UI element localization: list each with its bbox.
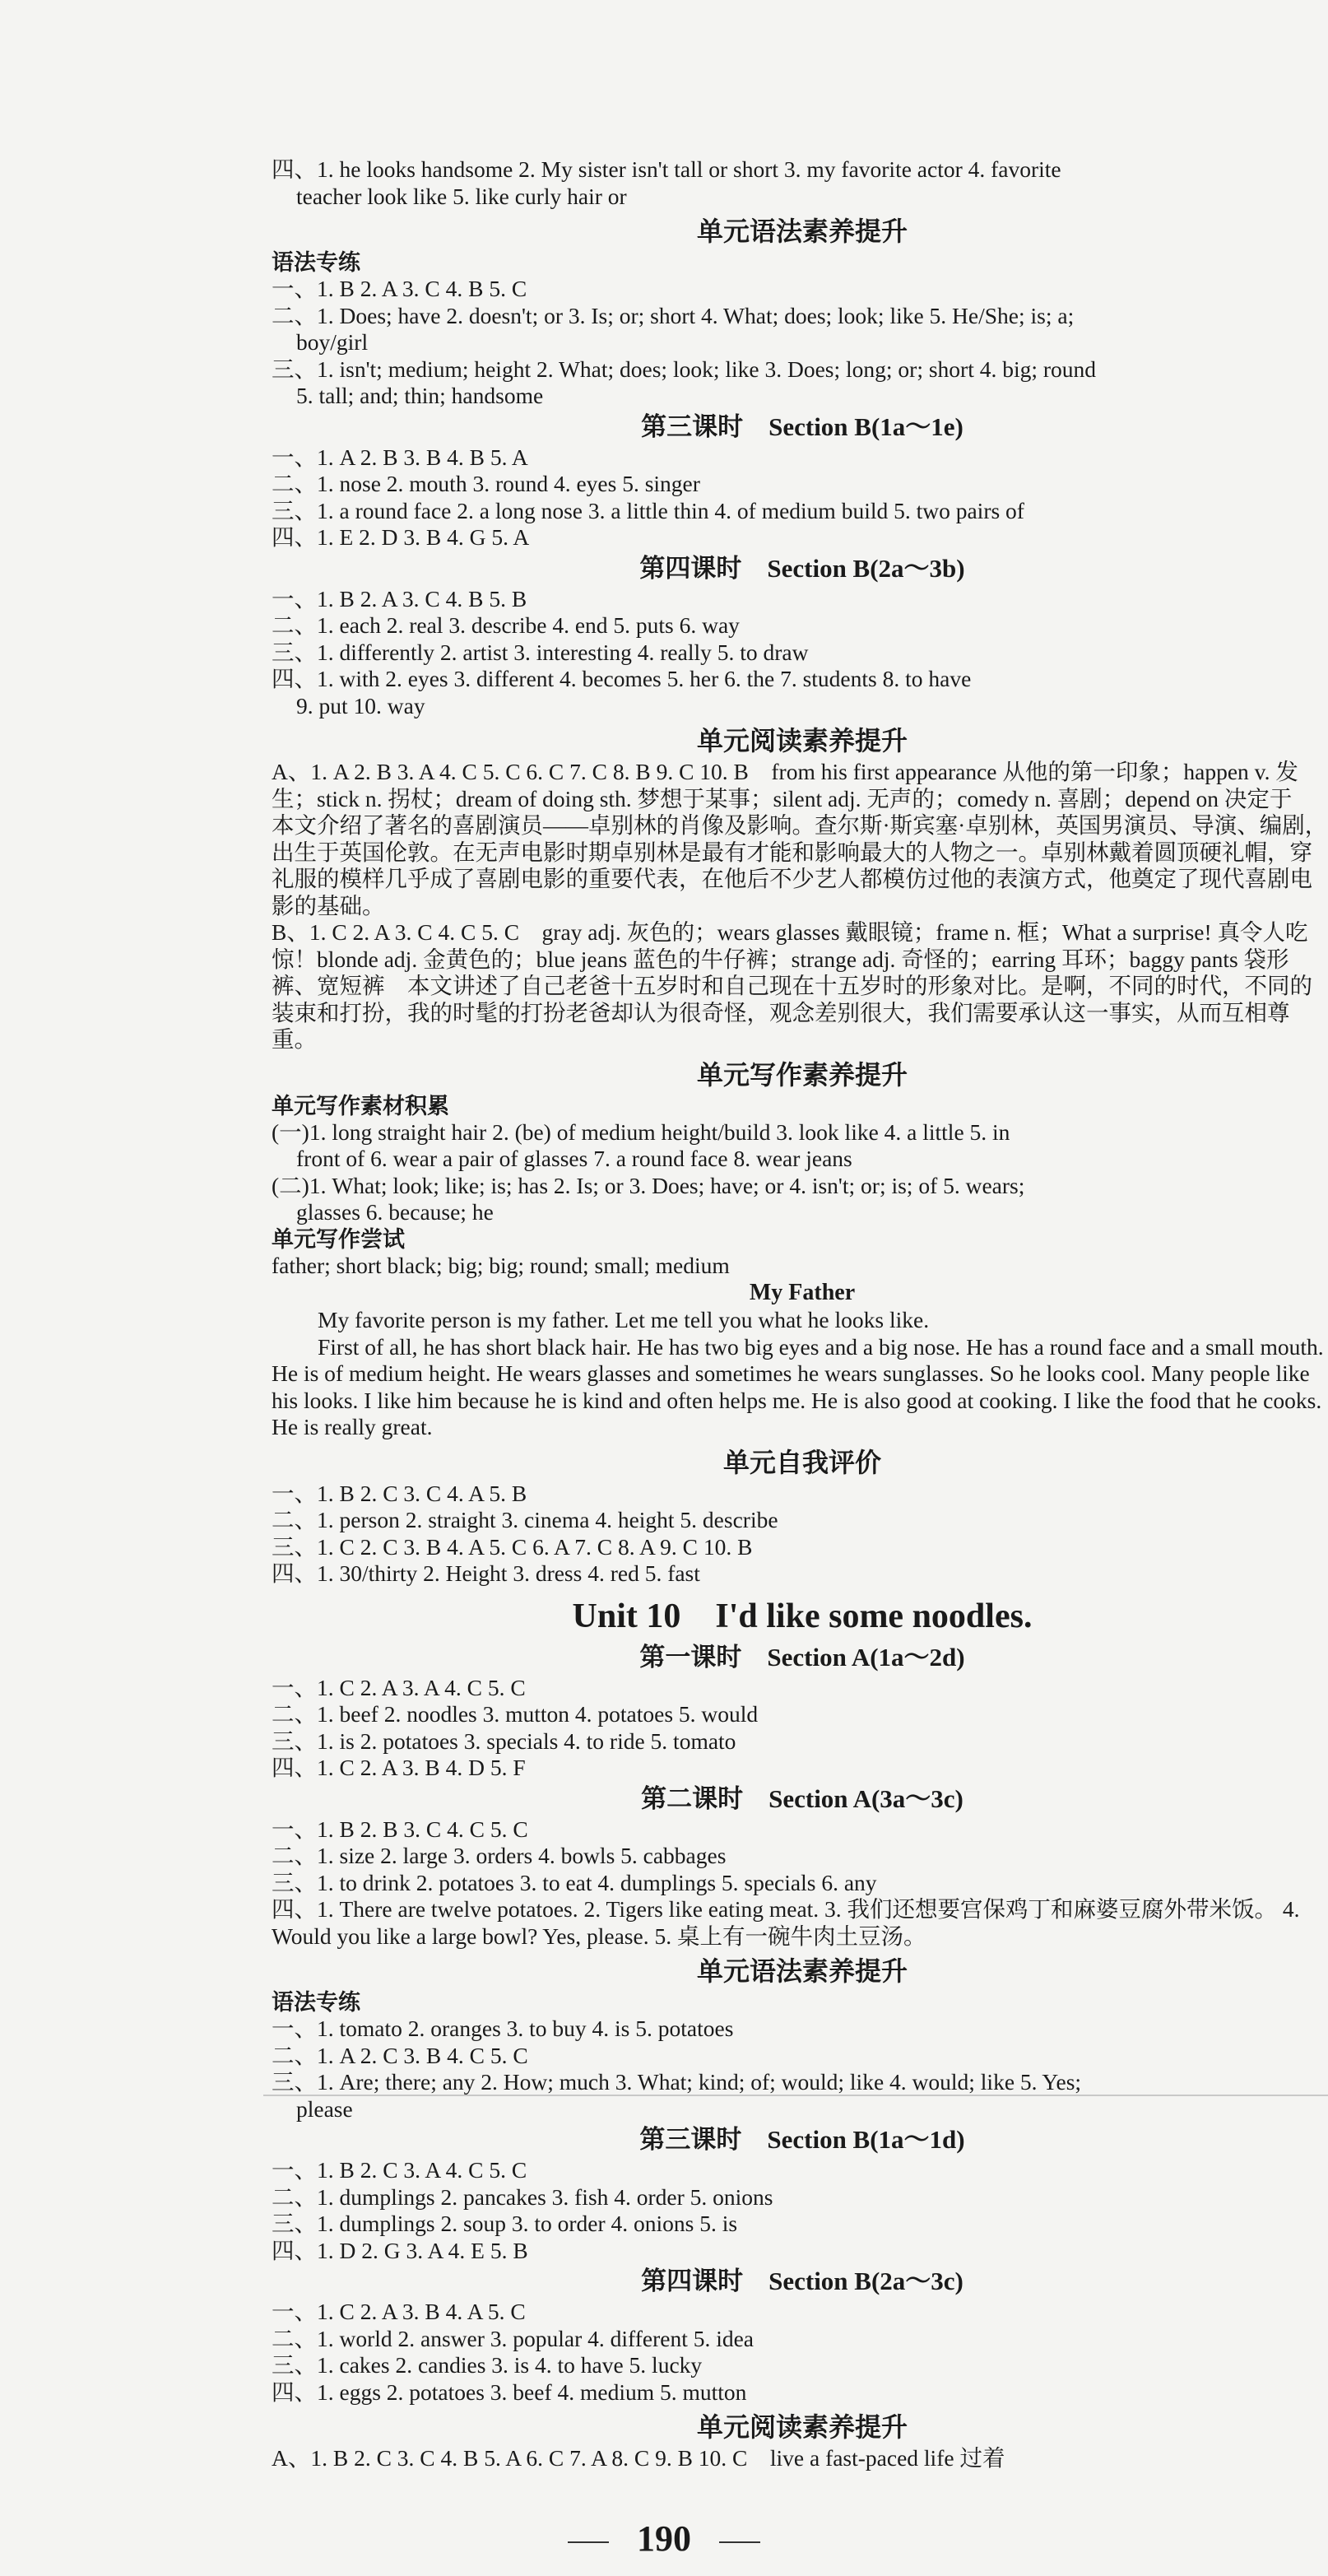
answer-line: 二、1. world 2. answer 3. popular 4. different 5. idea bbox=[272, 2325, 755, 2351]
label-writing-material: 单元写作素材积累 bbox=[272, 1093, 449, 1118]
lesson-heading: 第三课时 Section B(1a～1d) bbox=[639, 2125, 965, 2154]
answer-line: 四、1. with 2. eyes 3. different 4. becomes 5. her 6. the 7. students 8. to have bbox=[272, 666, 972, 691]
lesson-heading: 第四课时 Section B(2a～3c) bbox=[641, 2267, 963, 2295]
answer-line: 二、1. A 2. C 3. B 4. C 5. C bbox=[272, 2042, 528, 2068]
section-heading-grammar: 单元语法素养提升 bbox=[696, 1956, 908, 1986]
lesson-heading: 第一课时 Section A(1a～2d) bbox=[639, 1642, 965, 1672]
answer-line: 四、1. C 2. A 3. B 4. D 5. F bbox=[272, 1755, 526, 1780]
answer-line: 二、1. each 2. real 3. describe 4. end 5. puts 6. way bbox=[272, 612, 740, 638]
answer-line: father; short black; big; big; round; small; medium bbox=[272, 1252, 730, 1278]
lesson-heading: 第四课时 Section B(2a～3b) bbox=[639, 553, 965, 583]
answer-line: 一、1. A 2. B 3. B 4. B 5. A bbox=[272, 444, 528, 470]
answer-line: 三、1. differently 2. artist 3. interesting 4. really 5. to draw bbox=[272, 639, 809, 665]
lesson-heading: 第二课时 Section A(3a～3c) bbox=[641, 1783, 963, 1813]
answer-line: 二、1. beef 2. noodles 3. mutton 4. potatoes 5. would bbox=[272, 1701, 759, 1727]
answer-content bbox=[272, 156, 1328, 2472]
answer-line: 四、1. eggs 2. potatoes 3. beef 4. medium 5. mutton bbox=[272, 2378, 747, 2405]
answer-line: 四、1. E 2. D 3. B 4. G 5. A bbox=[272, 524, 530, 550]
answer-line: 四、1. he looks handsome 2. My sister isn't tall or short 3. my favorite actor 4. favorite bbox=[272, 156, 1061, 182]
lesson-heading: 第三课时 Section B(1a～1e) bbox=[641, 412, 963, 441]
section-heading-self-eval: 单元自我评价 bbox=[722, 1447, 881, 1477]
answer-line: 三、1. C 2. C 3. B 4. A 5. C 6. A 7. C 8. A 9. C 10. B bbox=[272, 1533, 753, 1560]
answer-line: 一、1. B 2. A 3. C 4. B 5. B bbox=[272, 585, 527, 611]
page-number: 190 bbox=[637, 2518, 691, 2559]
answer-line: 二、1. size 2. large 3. orders 4. bowls 5. cabbages bbox=[272, 1843, 727, 1868]
section-heading-reading: 单元阅读素养提升 bbox=[696, 726, 908, 756]
answer-line: 三、1. dumplings 2. soup 3. to order 4. onions 5. is bbox=[272, 2211, 738, 2236]
label-grammar-drill: 语法专练 bbox=[272, 1990, 360, 2015]
section-heading-reading: 单元阅读素养提升 bbox=[696, 2412, 908, 2442]
reading-answer-b: B、1. C 2. A 3. C 4. C 5. C gray adj. 灰色的；wears glasses 戴眼镜；frame n. 框；What a surprise! 真令人吃惊！blonde adj. 金黄色的；blue jeans 蓝色的牛仔裤；strange adj. 奇怪的；earring 耳环；baggy pants 袋形裤、宽短裤 本文讲述了自己老爸十五岁时和自己现在十五岁时的形象对比。是啊，不同的时代，不同的装束和打扮，我的时髦的打扮老爸却认为很奇怪，观念差别很大，我们需要承认这一事实，从而互相尊重。 bbox=[272, 919, 1312, 1052]
answer-line: 三、1. isn't; medium; height 2. What; does; look; like 3. Does; long; or; short 4. big; round bbox=[272, 356, 1097, 382]
essay-paragraph: First of all, he has short black hair. He has two big eyes and a big nose. He has a round face and a small mouth. He is of medium height. He wears glasses and sometimes he wears sunglasses. So he looks cool. Many people like his looks. I like him because he is kind and often helps me. He is also good at cooking. I like the food that he cooks. He is really great. bbox=[272, 1333, 1324, 1439]
answer-line: 二、1. Does; have 2. doesn't; or 3. Is; or; short 4. What; does; look; like 5. He/She; is; a; bbox=[272, 302, 1075, 328]
answer-line: 9. put 10. way bbox=[296, 692, 425, 718]
answer-line: 二、1. dumplings 2. pancakes 3. fish 4. order 5. onions bbox=[272, 2183, 773, 2210]
reading-answer-a: A、1. A 2. B 3. A 4. C 5. C 6. C 7. C 8. B 9. C 10. B from his first appearance 从他的第一印象；happen v. 发生；stick n. 拐杖；dream of doing sth. 梦想于某事；silent adj. 无声的；comedy n. 喜剧；depend on 决定于 本文介绍了著名的喜剧演员——卓别林的肖像及影响。查尔斯·斯宾塞·卓别林，英国男演员、导演、编剧，出生于英国伦敦。在无声电影时期卓别林是最有才能和影响最大的人物之一。卓别林戴着圆顶硬礼帽，穿礼服的模样几乎成了喜剧电影的重要代表，在他后不少艺人都模仿过他的表演方式，他奠定了现代喜剧电影的基础。 bbox=[272, 759, 1328, 918]
label-writing-try: 单元写作尝试 bbox=[272, 1226, 405, 1252]
footer-rule bbox=[719, 2541, 760, 2543]
answer-line: 一、1. B 2. B 3. C 4. C 5. C bbox=[272, 1816, 528, 1842]
answer-line: 一、1. B 2. C 3. A 4. C 5. C bbox=[272, 2157, 527, 2183]
section-heading-grammar: 单元语法素养提升 bbox=[696, 216, 908, 246]
answer-line: 二、1. nose 2. mouth 3. round 4. eyes 5. singer bbox=[272, 471, 700, 496]
answer-line: 一、1. C 2. A 3. B 4. A 5. C bbox=[272, 2299, 526, 2324]
essay-paragraph: My favorite person is my father. Let me tell you what he looks like. bbox=[318, 1307, 930, 1332]
answer-line: 三、1. cakes 2. candies 3. is 4. to have 5. lucky bbox=[272, 2352, 703, 2378]
answer-line: 四、1. 30/thirty 2. Height 3. dress 4. red 5. fast bbox=[272, 1560, 700, 1586]
answer-line: teacher look like 5. like curly hair or bbox=[296, 183, 627, 209]
answer-line: please bbox=[296, 2095, 353, 2122]
answer-line: (二)1. What; look; like; is; has 2. Is; or 3. Does; have; or 4. isn't; or; is; of 5. wears; bbox=[272, 1172, 1025, 1198]
answer-line: boy/girl bbox=[296, 329, 369, 355]
label-grammar-drill: 语法专练 bbox=[272, 250, 360, 275]
footer-rule bbox=[568, 2541, 609, 2543]
section-heading-writing: 单元写作素养提升 bbox=[696, 1059, 908, 1090]
answer-line: glasses 6. because; he bbox=[296, 1199, 494, 1225]
page-footer bbox=[0, 2517, 1328, 2561]
answer-line: 三、1. is 2. potatoes 3. specials 4. to ride 5. tomato bbox=[272, 1727, 736, 1754]
answer-line: A、1. B 2. C 3. C 4. B 5. A 6. C 7. A 8. C 9. B 10. C live a fast-paced life 过着 bbox=[272, 2445, 1005, 2471]
essay-title: My Father bbox=[749, 1280, 856, 1305]
answer-line: 二、1. person 2. straight 3. cinema 4. height 5. describe bbox=[272, 1507, 778, 1532]
answer-line: 一、1. C 2. A 3. A 4. C 5. C bbox=[272, 1674, 526, 1700]
answer-line: front of 6. wear a pair of glasses 7. a round face 8. wear jeans bbox=[296, 1146, 852, 1171]
answer-line: 一、1. B 2. A 3. C 4. B 5. C bbox=[272, 276, 527, 301]
answer-line: 一、1. B 2. C 3. C 4. A 5. B bbox=[272, 1480, 527, 1506]
answer-paragraph: 四、1. There are twelve potatoes. 2. Tigers like eating meat. 3. 我们还想要宫保鸡丁和麻婆豆腐外带米饭。 4. Would you like a large bowl? Yes, please. 5. 桌上有一碗牛肉土豆汤。 bbox=[272, 1896, 1300, 1949]
unit-title: Unit 10 I'd like some noodles. bbox=[572, 1597, 1033, 1635]
answer-line: 三、1. a round face 2. a long nose 3. a little thin 4. of medium build 5. two pairs of bbox=[272, 497, 1024, 523]
answer-line: 四、1. D 2. G 3. A 4. E 5. B bbox=[272, 2237, 528, 2263]
answer-line: 5. tall; and; thin; handsome bbox=[296, 383, 544, 408]
answer-line: 一、1. tomato 2. oranges 3. to buy 4. is 5. potatoes bbox=[272, 2016, 734, 2041]
answer-line: 三、1. to drink 2. potatoes 3. to eat 4. dumplings 5. specials 6. any bbox=[272, 1869, 877, 1895]
answer-line: (一)1. long straight hair 2. (be) of medium height/build 3. look like 4. a little 5. in bbox=[272, 1118, 1010, 1145]
answer-line: 三、1. Are; there; any 2. How; much 3. What; kind; of; would; like 4. would; like 5. Yes; bbox=[272, 2069, 1082, 2095]
essay bbox=[272, 1279, 1328, 1441]
